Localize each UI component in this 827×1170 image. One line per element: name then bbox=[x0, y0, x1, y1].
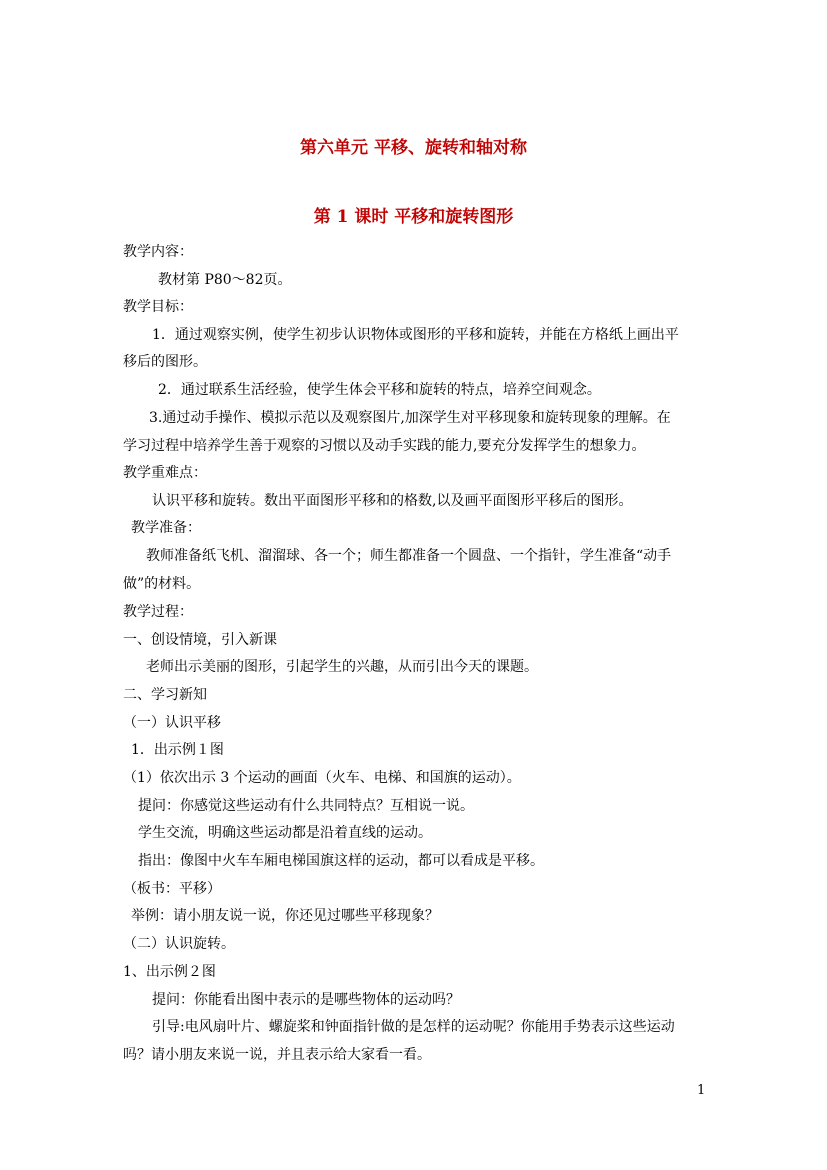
text-line: 2．通过联系生活经验，使学生体会平移和旋转的特点，培养空间观念。 bbox=[158, 382, 601, 398]
text-line: 二、学习新知 bbox=[123, 687, 207, 703]
text-line: （1）依次出示 3 个运动的画面（火车、电梯、和国旗的运动）。 bbox=[123, 770, 521, 786]
text-line: 一、创设情境，引入新课 bbox=[123, 632, 277, 648]
text-line: 认识平移和旋转。数出平面图形平移和的格数,以及画平面图形平移后的图形。 bbox=[152, 493, 633, 509]
page-number: 1 bbox=[697, 1083, 706, 1098]
text-line: 提问：你感觉这些运动有什么共同特点？互相说一说。 bbox=[138, 798, 474, 814]
text-line: 学习过程中培养学生善于观察的习惯以及动手实践的能力,要充分发挥学生的想象力。 bbox=[123, 438, 646, 454]
text-line: 教学准备： bbox=[131, 520, 201, 536]
text-line: （一）认识平移 bbox=[123, 715, 221, 731]
text-line: 教学过程： bbox=[123, 604, 193, 620]
text-line: 教学内容： bbox=[123, 244, 193, 260]
text-line: （板书：平移） bbox=[123, 881, 221, 897]
text-line: 教学重难点： bbox=[123, 465, 207, 481]
text-line: 提问：你能看出图中表示的是哪些物体的运动吗？ bbox=[152, 992, 460, 1008]
text-line: 教材第 P80～82页。 bbox=[158, 272, 292, 288]
text-line: 1．通过观察实例，使学生初步认识物体或图形的平移和旋转，并能在方格纸上画出平 bbox=[152, 327, 679, 343]
text-line: 老师出示美丽的图形，引起学生的兴趣，从而引出今天的课题。 bbox=[146, 659, 538, 675]
text-line: 学生交流，明确这些运动都是沿着直线的运动。 bbox=[138, 825, 432, 841]
text-line: （二）认识旋转。 bbox=[123, 936, 235, 952]
lesson-title: 第 1 课时 平移和旋转图形 bbox=[313, 207, 514, 227]
text-line: 教师准备纸飞机、溜溜球、各一个；师生都准备一个圆盘、一个指针，学生准备“动手 bbox=[146, 548, 672, 564]
text-line: 引导:电风扇叶片、螺旋桨和钟面指针做的是怎样的运动呢？你能用手势表示这些运动 bbox=[152, 1019, 675, 1035]
text-line: 指出：像图中火车车厢电梯国旗这样的运动，都可以看成是平移。 bbox=[138, 853, 544, 869]
text-line: 举例：请小朋友说一说，你还见过哪些平移现象？ bbox=[131, 908, 439, 924]
text-line: 3.通过动手操作、模拟示范以及观察图片,加深学生对平移现象和旋转现象的理解。在 bbox=[149, 410, 671, 426]
text-line: 移后的图形。 bbox=[123, 354, 207, 370]
unit-title: 第六单元 平移、旋转和轴对称 bbox=[300, 138, 527, 158]
text-line: 1、出示例２图 bbox=[123, 964, 216, 980]
text-line: 做”的材料。 bbox=[123, 576, 201, 592]
text-line: 吗？请小朋友来说一说，并且表示给大家看一看。 bbox=[123, 1047, 431, 1063]
text-line: 教学目标： bbox=[123, 299, 193, 315]
text-line: 1．出示例１图 bbox=[131, 742, 224, 758]
